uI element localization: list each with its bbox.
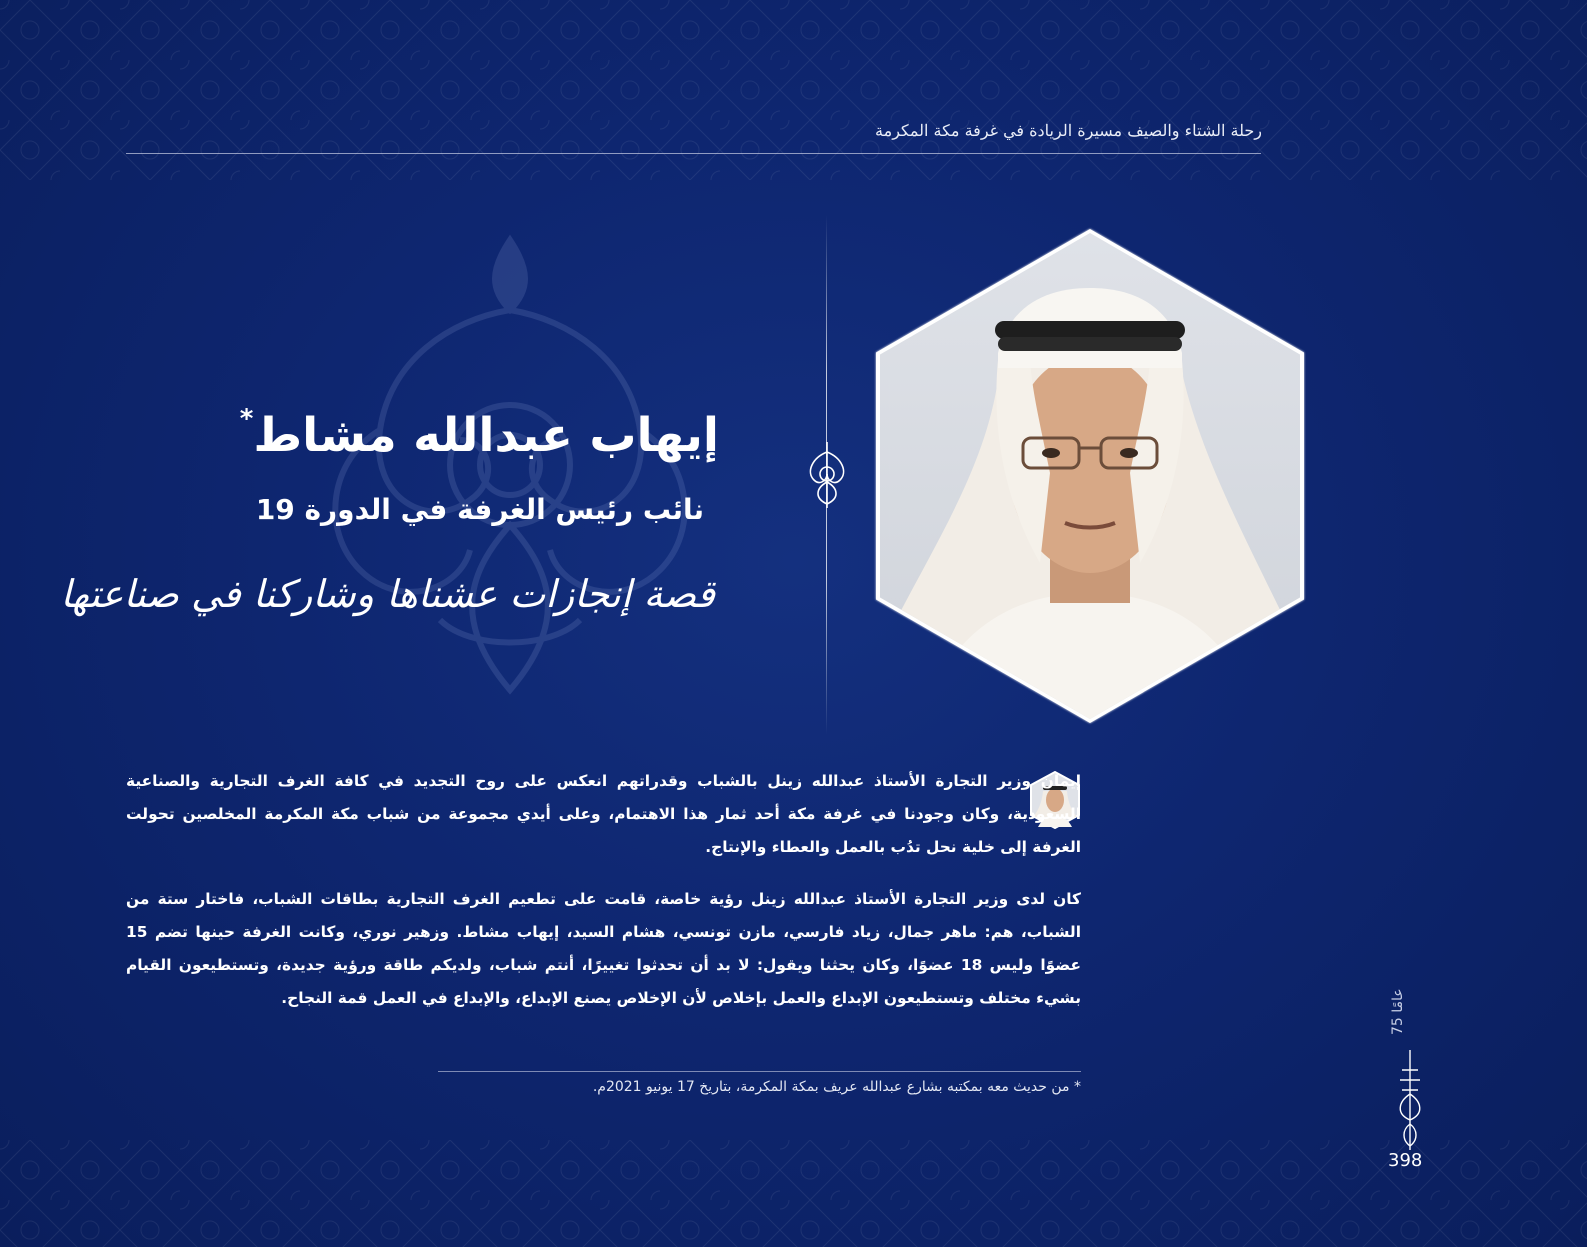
side-ornament-icon xyxy=(1390,1050,1430,1155)
footnote-text: من حديث معه بمكتبه بشارع عبدالله عريف بمكة المكرمة، بتاريخ 17 يونيو 2021م. xyxy=(592,1079,1070,1095)
footnote-rule xyxy=(438,1071,1081,1072)
portrait-illustration xyxy=(880,233,1300,719)
footnote-mark: * xyxy=(1074,1079,1081,1095)
body-paragraph-1: إيمان وزير التجارة الأستاذ عبدالله زينل بالشباب وقدراتهم انعكس على روح التجديد في كافة الغرف التجارية والصناعية السعودية، وكان وجودنا في غرفة مكة أحد ثمار هذا الاهتمام، وعلى أيدي مجموعة من شباب مكة المكرمة المخلصين تحولت الغرفة إلى خلية نحل تدُب بالعمل والعطاء والإنتاج. xyxy=(126,772,1081,856)
person-role: نائب رئيس الغرفة في الدورة 19 xyxy=(255,493,704,526)
header-title: رحلة الشتاء والصيف مسيرة الريادة في غرفة مكة المكرمة xyxy=(875,121,1262,140)
portrait-hexagon xyxy=(876,229,1304,723)
floral-motif-icon xyxy=(800,440,854,510)
calligraphy-tagline: قصة إنجازات عشناها وشاركنا في صناعتها xyxy=(60,572,715,616)
arabesque-ornament-icon xyxy=(300,230,720,700)
footnote xyxy=(593,1079,1081,1095)
page-number: 398 xyxy=(1388,1150,1423,1171)
side-anniversary-label: 75 عامًا xyxy=(1390,988,1406,1035)
header-rule xyxy=(126,153,1261,154)
person-name xyxy=(239,404,719,463)
person-name-text: إيهاب عبدالله مشاط xyxy=(253,408,719,463)
body-paragraph-2: كان لدى وزير التجارة الأستاذ عبدالله زينل رؤية خاصة، قامت على تطعيم الغرف التجارية بطاقات الشباب، فاختار ستة من الشباب، هم: ماهر جمال، زياد فارسي، مازن تونسي، هشام السيد، إيهاب مشاط. وزهير نوري، وكانت الغرفة حينها تضم 15 عضوًا وليس 18 عضوًا، وكان يحثنا ويقول: لا بد أن تحدثوا تغييرًا، أنتم شباب، ولديكم طاقة ورؤية جديدة، وتستطيعون القيام بشيء مختلف وتستطيعون الإبداع والعمل بإخلاص لأن الإخلاص يصنع الإبداع، والإبداع في العمل قمة النجاح. xyxy=(126,890,1081,1007)
portrait-photo xyxy=(880,233,1300,719)
name-footnote-mark: * xyxy=(239,404,254,434)
